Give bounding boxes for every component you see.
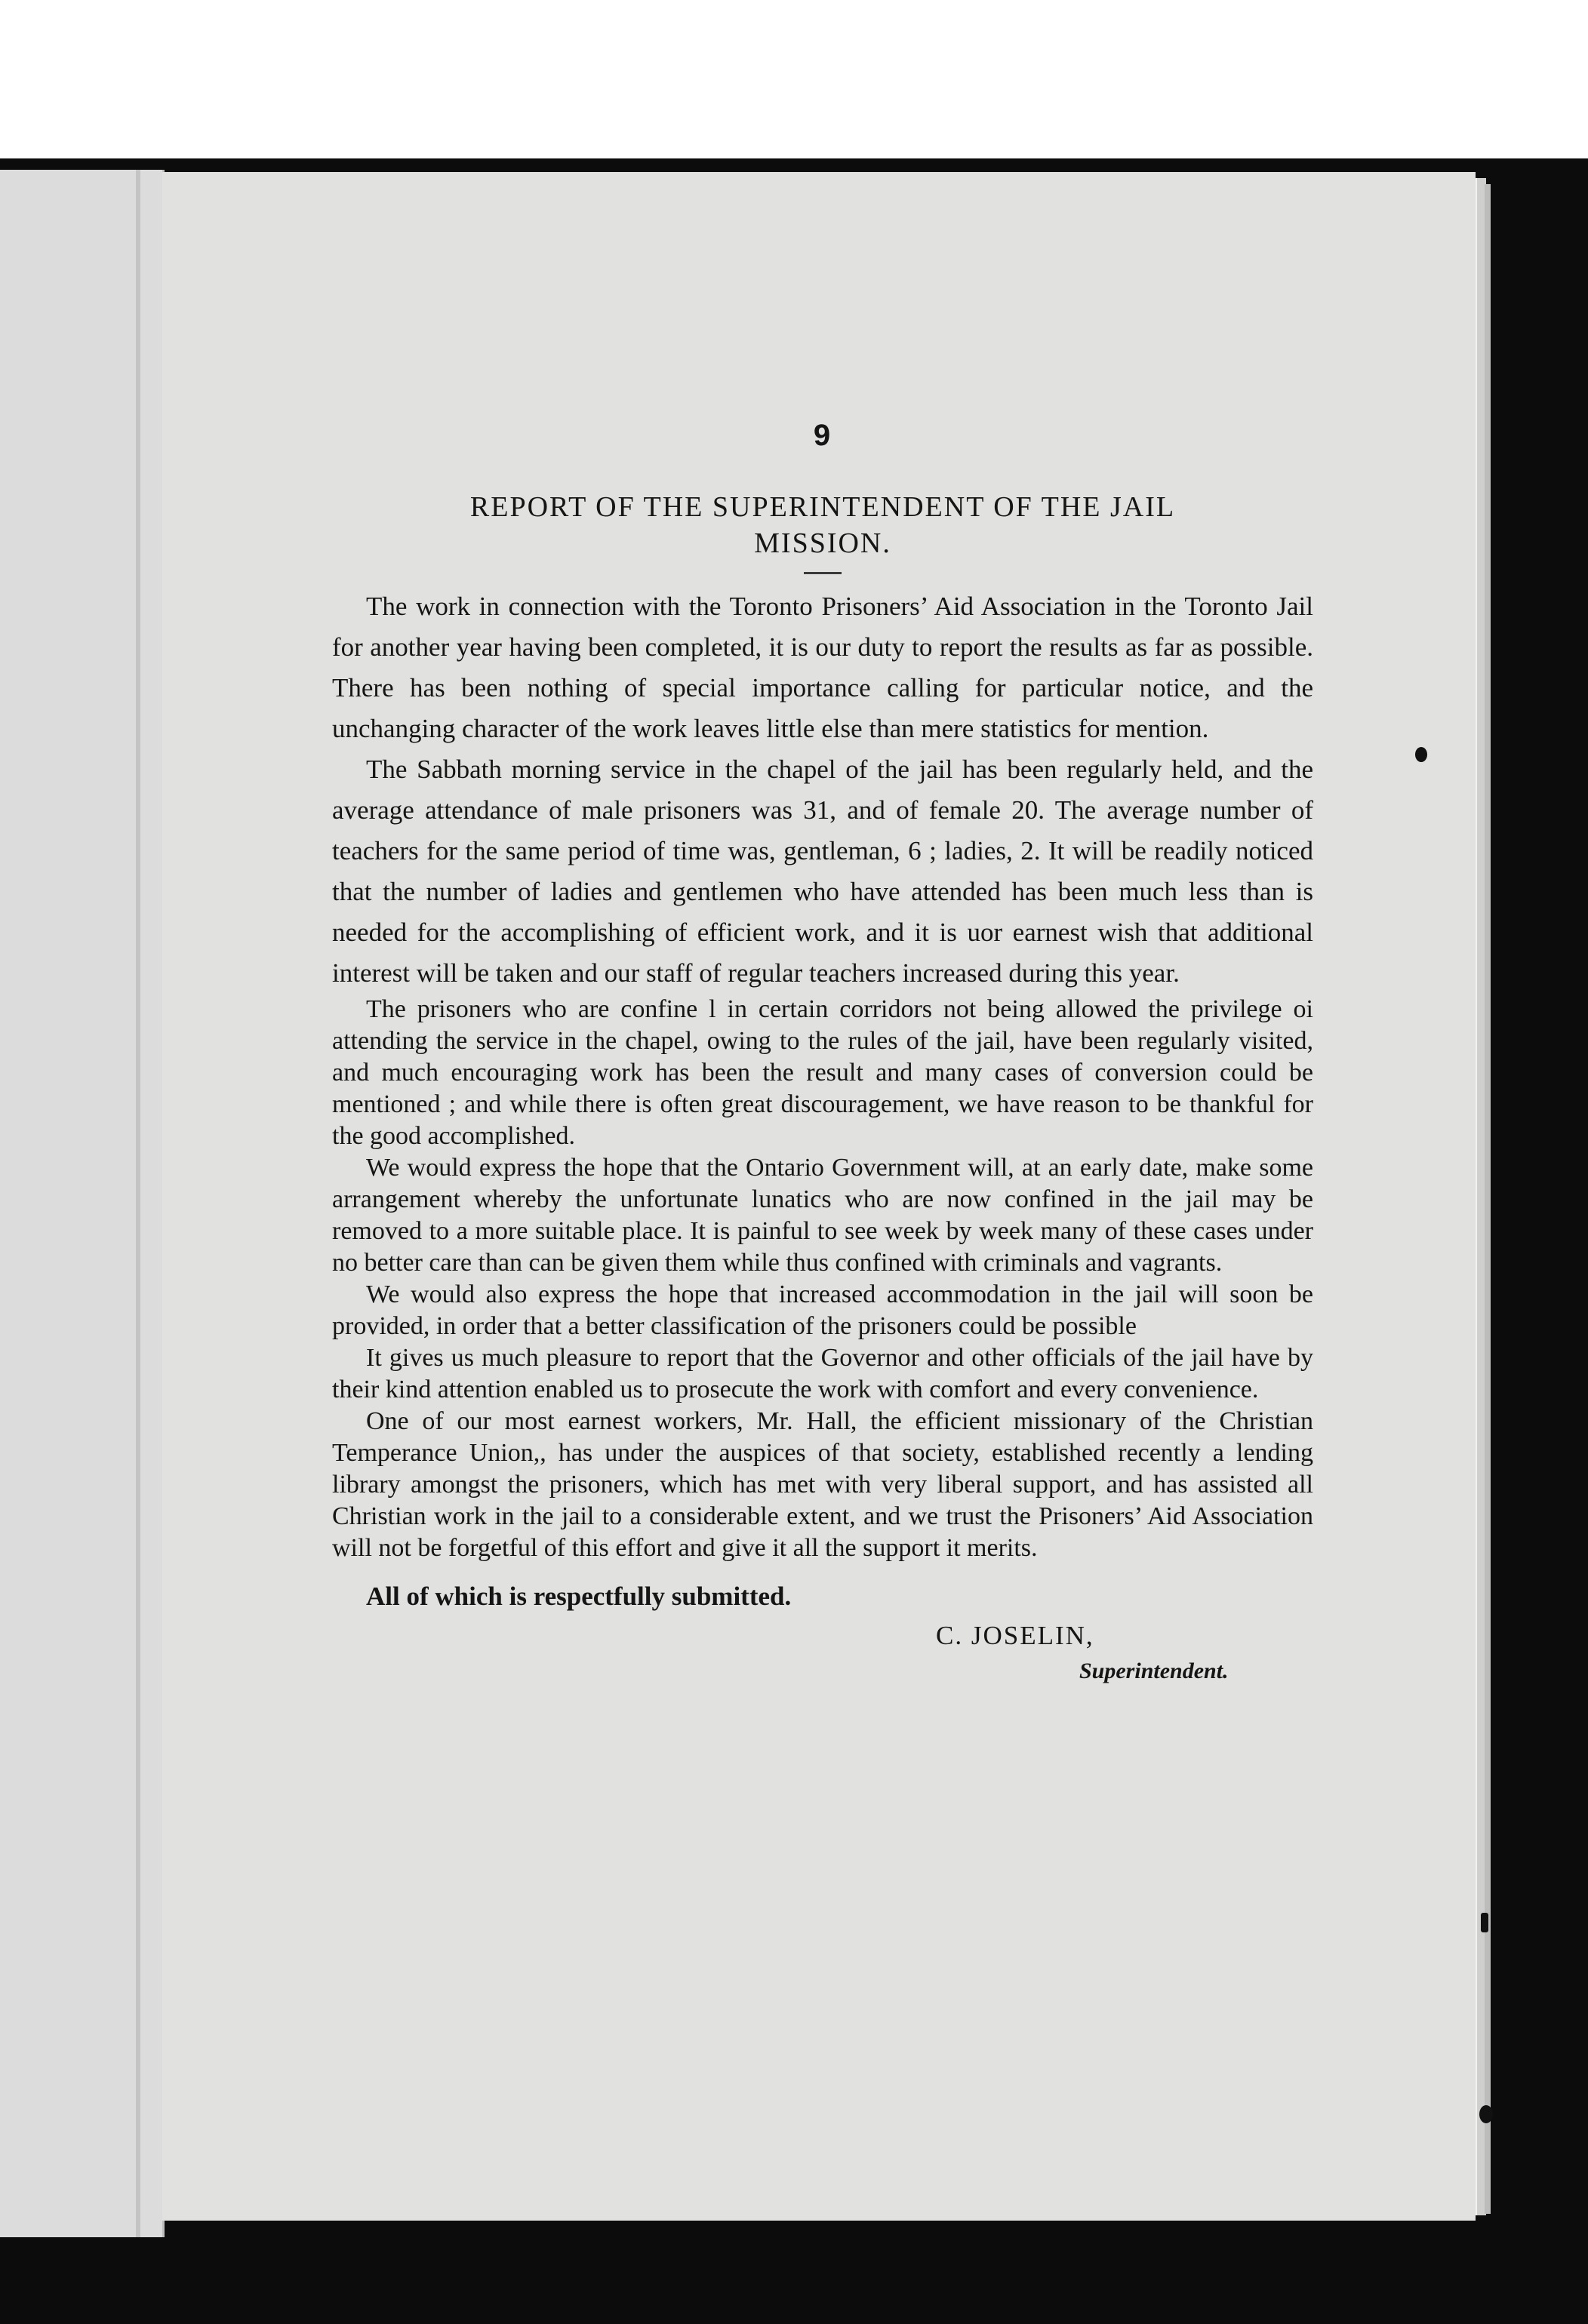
facing-page-edge	[0, 170, 165, 2237]
report-title-line-2: MISSION.	[754, 527, 891, 559]
ink-speck	[1479, 2105, 1493, 2123]
paragraph-sabbath-service: The Sabbath morning service in the chapel of the jail has been regularly held, and the average attendance of male prisoners was 31, and of female 20. The average number of teachers for the same period of time was, gentleman, 6 ; ladies, 2. It will be readily noticed that the number of ladies and gentlemen who have attended has been much less than is needed for the accomplishing of efficient work, and it is uor earnest wish that additional interest will be taken and our staff of regular teachers increased during this year.	[332, 755, 1313, 988]
report-title-line-1: REPORT OF THE SUPERINTENDENT OF THE JAIL	[469, 491, 1176, 523]
closing-line: All of which is respectfully submitted.	[366, 1582, 792, 1611]
ink-speck	[1481, 1913, 1488, 1932]
top-margin	[0, 0, 1588, 158]
paragraph-intro: The work in connection with the Toronto Prisoners’ Aid Association in the Toronto Jail for another year having been completed, it is our duty to report the results as far as possible. There has been nothing of special importance calling for particular notice, and the unchanging character of the work leaves little else than mere statistics for mention.	[332, 592, 1313, 743]
signature-name: C. JOSELIN,	[936, 1621, 1094, 1650]
paragraph-corridor-visits: The prisoners who are confine l in certain corridors not being allowed the privilege oi attending the service in the chapel, owing to the rules of the jail, have been regularly visited, and much encouraging work has been the result and many cases of conversion could be mentioned ; and while there is often great discouragement, we have reason to be thankful for the good accomplished.	[332, 995, 1313, 1150]
title-rule	[804, 572, 842, 574]
page-number: 9	[813, 419, 831, 452]
ink-speck	[1415, 747, 1427, 762]
page-fold-line	[136, 170, 140, 2237]
paragraph-lunatics: We would express the hope that the Ontario Government will, at an early date, make some arrangement whereby the unfortunate lunatics who are now confined in the jail may be removed to a more suitable place. It is painful to see week by week many of these cases under no better care than can be given them while thus confined with criminals and vagrants.	[332, 1154, 1313, 1277]
page-edge-shadow-inner	[1485, 184, 1491, 2214]
paragraph-officials: It gives us much pleasure to report that the Governor and other officials of the jail have by their kind attention enabled us to prosecute the work with comfort and every convenience.	[332, 1344, 1313, 1403]
report-content	[332, 419, 1313, 1688]
paragraph-lending-library: One of our most earnest workers, Mr. Hall, the efficient missionary of the Christian Temperance Union,, has under the auspices of that society, established recently a lending library amongst the prisoners, which has met with very liberal support, and has assisted all Christian work in the jail to a considerable extent, and we trust the Prisoners’ Aid Association will not be forgetful of this effort and give it all the support it merits.	[332, 1407, 1313, 1562]
paragraph-accommodation: We would also express the hope that increased accommodation in the jail will soon be provided, in order that a better classification of the prisoners could be possible	[332, 1280, 1313, 1340]
signature-title: Superintendent.	[1079, 1658, 1229, 1683]
